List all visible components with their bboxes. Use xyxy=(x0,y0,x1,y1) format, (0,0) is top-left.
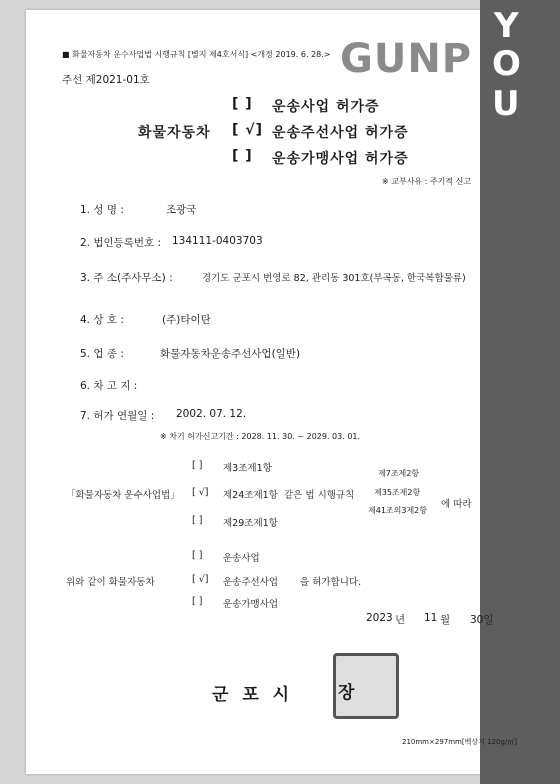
field-business-value: 화물자동차운송주선사업(일반) xyxy=(160,348,301,360)
field-permit-date-label: 7. 허가 연월일 : xyxy=(80,410,155,422)
rule-article-1: 제7조제2항 xyxy=(378,469,420,478)
reissue-note: ※ 교부사유 : 주기적 신고 xyxy=(382,177,472,186)
law-same-law: 같은 법 시행규칙 xyxy=(284,490,355,501)
issuer-name: 군 포 시 xyxy=(212,685,294,705)
date-year: 2023 xyxy=(366,612,393,624)
field-address-value: 경기도 군포시 번영로 82, 관리동 301호(부곡동, 한국복합물류) xyxy=(202,273,466,284)
field-name-label: 1. 성 명 : xyxy=(80,204,124,216)
paper-note: 210mm×297mm[백상지 120g/㎡] xyxy=(402,738,517,746)
title-label-1: 운송사업 허가증 xyxy=(272,99,380,115)
grant-option-3: 운송가맹사업 xyxy=(223,599,279,610)
field-permit-date-value: 2002. 07. 12. xyxy=(176,408,247,420)
watermark-gunp: GUNP xyxy=(340,36,473,82)
date-day: 30일 xyxy=(470,614,494,626)
date-month-unit: 월 xyxy=(440,614,451,626)
watermark-letter-o: O xyxy=(492,44,521,84)
title-prefix: 화물자동차 xyxy=(138,125,211,141)
grant-lead: 위와 같이 화물자동차 xyxy=(66,577,155,588)
field-garage-label: 6. 차 고 지 : xyxy=(80,380,138,392)
watermark-letter-y: Y xyxy=(494,6,519,46)
date-year-unit: 년 xyxy=(395,614,406,626)
form-note: ■ 화물자동차 운수사업법 시행규칙 [별지 제4호서식] <개정 2019. 6. 28.> xyxy=(62,50,331,59)
grant-mark-2: [ √] xyxy=(192,574,209,585)
title-mark-1: [ ] xyxy=(232,96,253,112)
law-option-1: 제3조제1항 xyxy=(223,463,272,474)
law-act-name: 「화물자동차 운수사업법」 xyxy=(66,490,180,501)
law-mark-2: [ √] xyxy=(192,487,209,498)
field-business-label: 5. 업 종 : xyxy=(80,348,124,360)
watermark-letter-u: U xyxy=(492,84,520,124)
law-mark-1: [ ] xyxy=(192,460,203,471)
field-company-label: 4. 상 호 : xyxy=(80,314,124,326)
grant-mark-1: [ ] xyxy=(192,550,203,561)
field-regno-label: 2. 법인등록번호 : xyxy=(80,237,162,249)
document-number: 주선 제2021-01호 xyxy=(62,74,150,86)
grant-option-2: 운송주선사업 xyxy=(223,577,279,588)
field-name-value: 조광국 xyxy=(166,204,197,216)
law-option-3: 제29조제1항 xyxy=(223,518,278,529)
seal-overlap-mark: 장 xyxy=(338,683,355,703)
renewal-note: ※ 차기 허가신고기간 : 2028. 11. 30. ~ 2029. 03. 01. xyxy=(160,432,361,441)
grant-verb: 을 허가합니다. xyxy=(300,577,362,588)
date-month: 11 xyxy=(424,612,438,624)
rule-article-2: 제35조제2항 xyxy=(374,488,421,497)
field-regno-value: 134111-0403703 xyxy=(172,235,263,247)
grant-mark-3: [ ] xyxy=(192,596,203,607)
grant-option-1: 운송사업 xyxy=(223,553,260,564)
title-mark-3: [ ] xyxy=(232,148,253,164)
field-company-value: (주)타이탄 xyxy=(162,314,211,326)
title-mark-2: [ √] xyxy=(232,122,264,138)
law-mark-3: [ ] xyxy=(192,515,203,526)
title-label-3: 운송가맹사업 허가증 xyxy=(272,151,409,167)
law-option-2: 제24조제1항 xyxy=(223,490,278,501)
rule-article-3: 제41조의3제2항 xyxy=(368,506,427,515)
field-address-label: 3. 주 소(주사무소) : xyxy=(80,272,173,284)
title-label-2: 운송주선사업 허가증 xyxy=(272,125,409,141)
law-according: 에 따라 xyxy=(441,499,472,510)
